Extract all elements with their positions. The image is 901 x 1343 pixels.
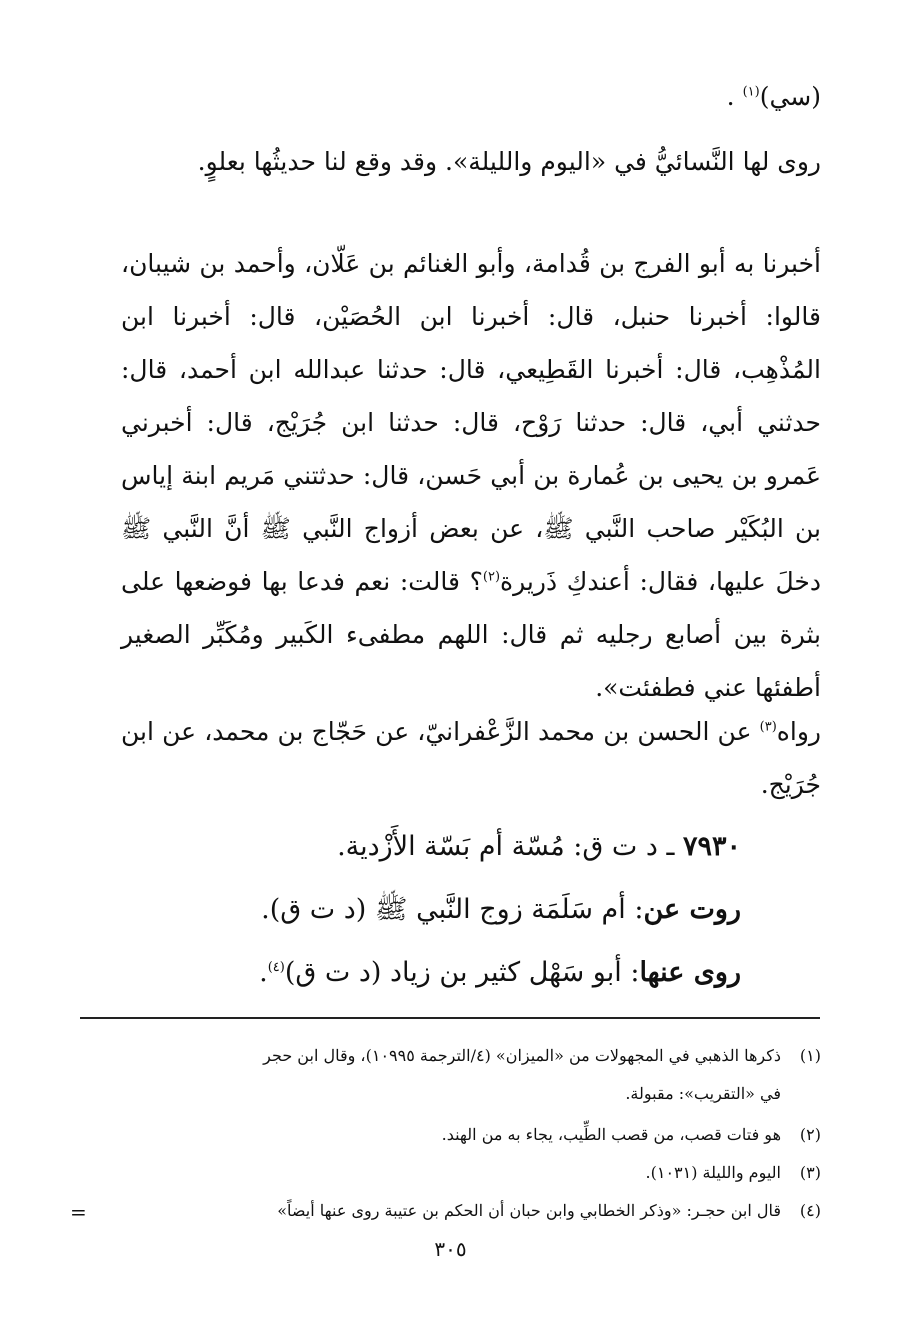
entry-name: : مُسّة أم بَسّة الأَزْدية. — [337, 831, 583, 862]
footnote-ref-3: (٣) — [759, 719, 777, 735]
narrated-from-line: روت عن: أم سَلَمَة زوج النَّبي ﷺ (د ت ق). — [261, 894, 741, 925]
page-number: ٣٠٥ — [434, 1237, 467, 1261]
entry-number: ٧٩٣٠ — [682, 831, 741, 862]
entry-symbols: د ت ق — [582, 831, 658, 862]
footnote-1: (١)ذكرها الذهبي في المجهولات من «الميزان» (٤/الترجمة ١٠٩٩٥)، وقال ابن حجر — [263, 1046, 821, 1065]
narrators-line: روى عنها: أبو سَهْل كثير بن زياد (د ت ق)$^{(٤)}$. — [259, 957, 741, 988]
paragraph-2: أخبرنا به أبو الفرج بن قُدامة، وأبو الغنائم بن عَلّان، وأحمد بن شيبان، قالوا: أخبرنا حنبل، قال: أخبرنا ابن الحُصَيْن، قال: أخبرنا ابن المُذْهِب، قال: أخبرنا القَطِيعي، قال: حدثنا عبدالله ابن أحمد، قال: حدثني أبي، قال: حدثنا رَوْح، قال: حدثنا ابن جُرَيْج، قال: أخبرني عَمرو بن يحيى بن عُمارة بن أبي حَسن، قال: حدثتني مَريم ابنة إياس بن البُكَيْر صاحب النَّبي ﷺ، عن بعض أزواج النَّبي ﷺ أنَّ النَّبي ﷺ دخلَ عليها، فقال: أعندكِ ذَريرة$^{(٢)}$؟ قالت: نعم فدعا بها فوضعها على بثرة بين أصابع رجليه ثم قال: اللهم مطفىء الكَبير ومُكَبِّر الصغير أطفئها عني فطفئت». — [121, 249, 822, 702]
footnote-ref-2: (٢) — [482, 569, 501, 585]
top-line-text: (سي) — [759, 82, 821, 111]
continuation-mark: = — [70, 1200, 87, 1224]
footnote-ref-4: (٤) — [267, 960, 285, 975]
paragraph-1: روى لها النَّسائيُّ في «اليوم والليلة». وقد وقع لنا حديثُها بعلوٍ. — [197, 147, 821, 176]
footnote-1-continuation: في «التقريب»: مقبولة. — [625, 1084, 781, 1103]
footnote-4: (٤)قال ابن حجـر: «وذكر الخطابي وابن حبان أن الحكم بن عتيبة روى عنها أيضاً» — [277, 1201, 821, 1220]
footnote-2: (٢)هو فتات قصب، من قصب الطِّيب، يجاء به من الهند. — [441, 1125, 821, 1144]
footnote-ref-1: (١) — [742, 84, 760, 100]
paragraph-3: رواه$^{(٣)}$ عن الحسن بن محمد الزَّعْفرانيّ، عن حَجّاج بن محمد، عن ابن جُرَيْج. — [121, 717, 821, 799]
top-line: (سي)$^{(١)}$ . — [726, 82, 821, 111]
footnote-divider — [80, 1017, 820, 1019]
entry-heading: ٧٩٣٠ ـ د ت ق: مُسّة أم بَسّة الأَزْدية. — [337, 831, 741, 862]
footnote-3: (٣)اليوم والليلة (١٠٣١). — [645, 1163, 821, 1182]
